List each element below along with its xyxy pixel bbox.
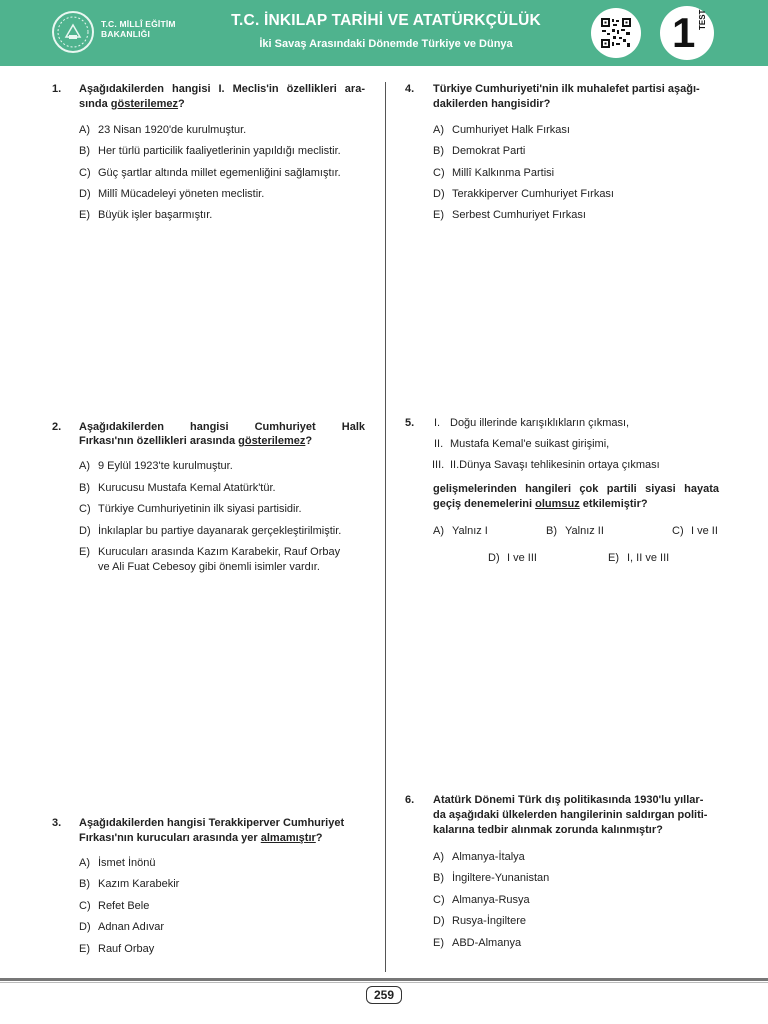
question-number: 1.	[52, 83, 62, 95]
question-stem-line: dakilerden hangisidir?	[433, 98, 551, 110]
option-letter: A)	[79, 460, 90, 472]
option-text: Rauf Orbay	[98, 943, 155, 955]
answer-option[interactable]	[79, 899, 149, 913]
option-text: 23 Nisan 1920'de kurulmuştur.	[98, 124, 247, 136]
page-number: 259	[366, 986, 402, 1004]
option-text: Kurucusu Mustafa Kemal Atatürk'tür.	[98, 482, 276, 494]
option-text: İsmet İnönü	[98, 857, 156, 869]
column-divider	[385, 82, 386, 972]
premise-numeral: III.	[432, 459, 445, 471]
option-text: Demokrat Parti	[452, 145, 526, 157]
question-stem-line: da aşağıdaki ülkelerden hangilerinin saldırgan politi-	[433, 809, 708, 821]
stem-text: ?	[315, 832, 323, 844]
option-letter: D)	[79, 188, 91, 200]
option-text: Türkiye Cumhuriyetinin ilk siyasi partisidir.	[98, 503, 302, 515]
stem-text: Fırkası'nın özellikleri arasında	[79, 435, 239, 447]
option-text: Yalnız II	[565, 525, 604, 537]
option-letter: E)	[79, 546, 90, 558]
answer-option[interactable]	[433, 850, 525, 864]
option-letter: A)	[433, 124, 444, 136]
answer-option[interactable]	[79, 524, 341, 538]
option-letter: A)	[433, 851, 444, 863]
option-letter: C)	[79, 167, 91, 179]
test-number: 1	[672, 9, 696, 56]
option-text: Almanya-Rusya	[452, 894, 530, 906]
question-number: 5.	[405, 417, 415, 429]
stem-text: ?	[305, 435, 313, 447]
question-number: 6.	[405, 794, 415, 806]
stem-emphasis: olumsuz	[535, 498, 580, 510]
page-header	[0, 0, 768, 66]
option-letter: C)	[433, 167, 445, 179]
option-text: Kazım Karabekir	[98, 878, 180, 890]
stem-text: geçiş denemelerini	[433, 498, 536, 510]
page-title: T.C. İNKILAP TARİHİ VE ATATÜRKÇÜLÜK	[231, 12, 541, 29]
option-letter: C)	[79, 503, 91, 515]
question-stem-line: gelişmelerinden hangileri çok partili siyasi hayata	[433, 483, 719, 495]
option-letter: B)	[79, 145, 90, 157]
answer-option[interactable]	[79, 187, 264, 201]
answer-option[interactable]	[79, 877, 179, 891]
option-text: Cumhuriyet Halk Fırkası	[452, 124, 570, 136]
footer-rule	[0, 978, 768, 981]
option-text: İnkılaplar bu partiye dayanarak gerçekleştirilmiştir.	[98, 525, 342, 537]
option-letter: D)	[433, 188, 445, 200]
stem-emphasis: gösterilemez	[110, 98, 179, 110]
qr-code-icon[interactable]	[591, 8, 641, 58]
option-letter: E)	[79, 209, 90, 221]
option-letter: D)	[488, 552, 500, 564]
premise-numeral: II.	[434, 438, 444, 450]
stem-text: etkilemiştir?	[579, 498, 648, 510]
option-letter: C)	[79, 900, 91, 912]
option-text: Millî Kalkınma Partisi	[452, 167, 555, 179]
option-letter: E)	[433, 209, 444, 221]
question-stem-line	[79, 434, 312, 449]
org-line-2: BAKANLIĞI	[101, 29, 151, 39]
meb-logo-icon	[52, 11, 94, 53]
option-letter: D)	[79, 921, 91, 933]
question-stem-line: kalarına tedbir alınmak zorunda kalınmıştır?	[433, 824, 663, 836]
answer-option[interactable]	[79, 856, 155, 870]
stem-emphasis: almamıştır	[260, 832, 316, 844]
answer-option[interactable]	[79, 942, 154, 956]
answer-option[interactable]	[433, 187, 614, 201]
test-label: TEST	[698, 9, 707, 30]
option-letter: B)	[79, 878, 90, 890]
question-stem-line: Aşağıdakilerden hangisi Terakkiperver Cumhuriyet	[79, 817, 345, 829]
answer-option[interactable]	[608, 551, 669, 565]
question-stem-line	[79, 97, 185, 112]
premise-text: Mustafa Kemal'e suikast girişimi,	[450, 438, 610, 450]
org-line-1: T.C. MİLLÎ EĞİTİM	[101, 19, 176, 29]
answer-option[interactable]	[433, 144, 525, 158]
option-text: Refet Bele	[98, 900, 150, 912]
question-stem-line: Aşağıdakilerden hangisi Cumhuriyet Halk	[79, 421, 365, 433]
option-letter: B)	[433, 872, 444, 884]
option-letter: A)	[79, 857, 90, 869]
answer-option[interactable]	[79, 144, 341, 158]
stem-text: sında	[79, 98, 111, 110]
answer-option[interactable]	[433, 208, 586, 222]
option-letter: E)	[608, 552, 619, 564]
stem-emphasis: gösterilemez	[238, 435, 306, 447]
option-text: İngiltere-Yunanistan	[452, 872, 550, 884]
option-text: Terakkiperver Cumhuriyet Fırkası	[452, 188, 614, 200]
option-letter: D)	[79, 525, 91, 537]
answer-option[interactable]	[433, 914, 526, 928]
option-text: Serbest Cumhuriyet Fırkası	[452, 209, 586, 221]
answer-option[interactable]	[433, 893, 530, 907]
premise-item	[434, 417, 629, 429]
premise-item	[432, 459, 660, 471]
answer-option[interactable]	[79, 545, 340, 559]
question-number: 3.	[52, 817, 62, 829]
option-text: Rusya-İngiltere	[452, 915, 526, 927]
answer-option[interactable]	[433, 871, 549, 885]
footer-rule-thin	[0, 982, 768, 983]
answer-option[interactable]	[546, 524, 604, 538]
option-letter: E)	[79, 943, 90, 955]
option-text: Adnan Adıvar	[98, 921, 165, 933]
answer-option[interactable]	[672, 524, 718, 538]
option-letter: C)	[433, 894, 445, 906]
option-text: Almanya-İtalya	[452, 851, 525, 863]
premise-text: II.Dünya Savaşı tehlikesinin ortaya çıkması	[450, 459, 660, 471]
question-stem-line: Türkiye Cumhuriyeti'nin ilk muhalefet partisi aşağı-	[433, 83, 700, 95]
option-letter: B)	[79, 482, 90, 494]
option-text: Yalnız I	[452, 525, 488, 537]
answer-option[interactable]	[79, 502, 302, 516]
answer-option[interactable]	[433, 123, 570, 137]
question-number: 2.	[52, 421, 62, 433]
test-badge	[660, 6, 714, 60]
option-letter: B)	[546, 525, 557, 537]
answer-option[interactable]	[79, 481, 276, 495]
question-stem-line	[433, 497, 648, 512]
option-text: I ve II	[691, 525, 718, 537]
option-text: Güç şartlar altında millet egemenliğini sağlamıştır.	[98, 167, 341, 179]
option-letter: A)	[79, 124, 90, 136]
answer-option[interactable]	[433, 524, 488, 538]
option-text: ABD-Almanya	[452, 937, 522, 949]
stem-text: Fırkası'nın kurucuları arasında yer	[79, 832, 261, 844]
answer-option[interactable]	[79, 920, 164, 934]
option-letter: C)	[672, 525, 684, 537]
premise-item	[434, 438, 609, 450]
option-text: I ve III	[507, 552, 537, 564]
premise-text: Doğu illerinde karışıklıkların çıkması,	[450, 417, 630, 429]
page-subtitle: İki Savaş Arasındaki Dönemde Türkiye ve Dünya	[259, 38, 513, 50]
answer-option[interactable]	[79, 123, 246, 137]
answer-option[interactable]	[79, 208, 212, 222]
option-text: Büyük işler başarmıştır.	[98, 209, 213, 221]
answer-option[interactable]	[79, 459, 233, 473]
question-stem-line: Atatürk Dönemi Türk dış politikasında 1930'lu yıllar-	[433, 794, 704, 806]
option-text: Kurucuları arasında Kazım Karabekir, Rauf Orbay	[98, 546, 341, 558]
answer-option[interactable]	[433, 166, 554, 180]
answer-option[interactable]	[433, 936, 521, 950]
stem-text: ?	[178, 98, 185, 110]
option-letter: E)	[433, 937, 444, 949]
answer-option[interactable]	[79, 166, 341, 180]
question-stem-line	[79, 831, 323, 846]
question-stem-line: Aşağıdakilerden hangisi I. Meclis'in özellikleri ara-	[79, 83, 365, 95]
option-text: Millî Mücadeleyi yöneten meclistir.	[98, 188, 265, 200]
answer-option[interactable]	[488, 551, 537, 565]
option-text: I, II ve III	[627, 552, 670, 564]
option-letter: D)	[433, 915, 445, 927]
premise-numeral: I.	[434, 417, 441, 429]
option-letter: A)	[433, 525, 444, 537]
org-name	[101, 19, 176, 39]
answer-option-continuation: ve Ali Fuat Cebesoy gibi önemli isimler vardır.	[98, 561, 320, 573]
option-text: 9 Eylül 1923'te kurulmuştur.	[98, 460, 233, 472]
question-number: 4.	[405, 83, 415, 95]
option-letter: B)	[433, 145, 444, 157]
option-text: Her türlü particilik faaliyetlerinin yapıldığı meclistir.	[98, 145, 341, 157]
